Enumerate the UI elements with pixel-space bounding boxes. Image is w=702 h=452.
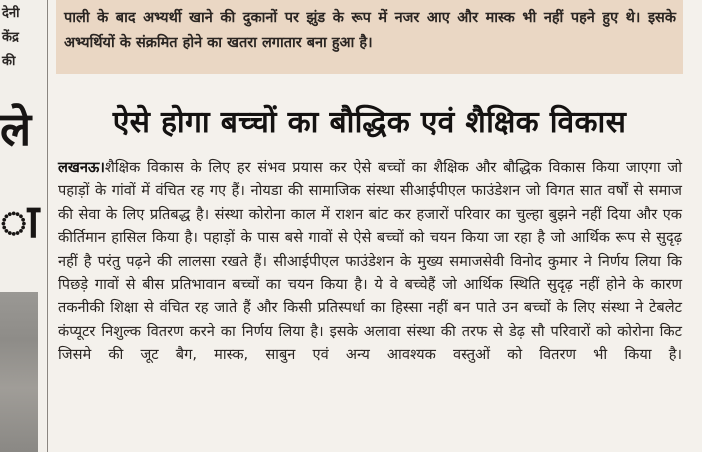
article-body <box>58 156 682 367</box>
fragment-text: देनी <box>2 6 20 21</box>
article-headline: ऐसे होगा बच्चों का बौद्धिक एवं शैक्षिक विकास <box>112 105 627 140</box>
adjacent-column-fragment <box>0 0 46 452</box>
dateline: लखनऊ। <box>58 159 105 176</box>
previous-article-text: पाली के बाद अभ्यर्थी खाने की दुकानों पर झुंड के रूप में नजर आए और मास्क भी नहीं पहने हुए थे। इसके अभ्यर्थियों के संक्रमित होने का खतरा लगातार बना हुआ है। <box>64 10 676 51</box>
fragment-text: की <box>2 54 16 69</box>
fragment-text: केंद्र <box>2 30 19 45</box>
article-body-text: शैक्षिक विकास के लिए हर संभव प्रयास कर ऐसे बच्चों का शैक्षिक और बौद्धिक विकास किया जाएगा जो पहाड़ों के गांवों में वंचित रह गए हैं। नोयडा की सामाजिक संस्था सीआईपीएल फाउंडेशन जो विगत सात वर्षों से समाज की सेवा के लिए प्रतिबद्ध है। संस्था कोरोना काल में राशन बांट कर हजारों परिवार का चुल्हा बुझने नहीं दिया और एक कीर्तिमान हासिल किया है। पहाड़ों के पास बसे गावों से ऐसे बच्चों को चयन किया जा रहा है जो आर्थिक रूप से सुदृढ़ नहीं है परंतु पढ़ने की लालसा रखते हैं। सीआईपीएल फाउंडेशन के मुख्य समाजसेवी विनोद कुमार ने निर्णय लिया कि पिछड़े गावों से बीस प्रतिभावान बच्चों का चयन किया है। ये वे बच्चेहैं जो आर्थिक स्थिति सुदृढ़ नहीं होने के कारण तकनीकी शिक्षा से वंचित रह जाते हैं और किसी प्रतिस्पर्धा का हिस्सा नहीं बन पाते उन बच्चों के लिए संस्था ने टेबलेट कंप्यूटर निशुल्क वितरण करने का निर्णय लिया है। इसके अलावा संस्था की तरफ से डेढ़ सौ परिवारों को कोरोना किट जिसमे की जूट बैग, मास्क, साबुन एवं अन्य आवश्यक वस्तुओं को वितरण भी किया है। <box>58 159 682 364</box>
fragment-headline: ा <box>0 194 40 248</box>
adjacent-photo-fragment <box>0 292 38 452</box>
fragment-headline: ले <box>0 102 32 156</box>
column-divider <box>47 0 48 452</box>
